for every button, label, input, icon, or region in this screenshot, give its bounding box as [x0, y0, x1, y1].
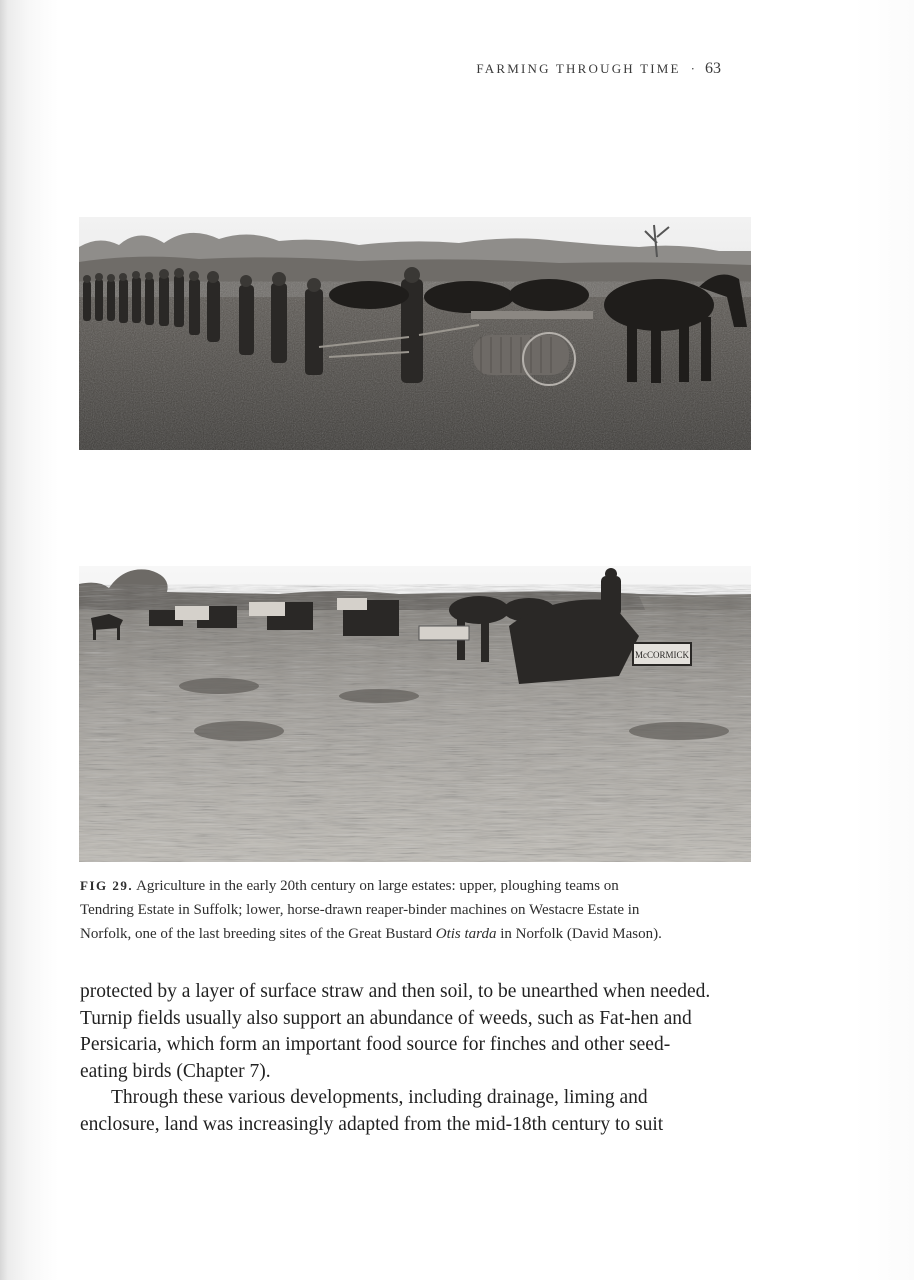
paragraph-2 — [80, 1085, 770, 1138]
mccormick-sign: McCORMICK — [634, 650, 690, 660]
caption-species-name: Otis tarda — [435, 926, 497, 942]
photo-ploughing-teams — [79, 217, 751, 450]
paragraph-1 — [80, 979, 770, 1085]
photo-reaper-binders — [79, 566, 751, 862]
running-title: FARMING THROUGH TIME — [476, 61, 681, 76]
caption-line-3: Norfolk, one of the last breeding sites of the Great Bustard — [80, 926, 436, 942]
body-text — [80, 979, 770, 1138]
figure-label: FIG 29. — [80, 878, 134, 893]
body-line: Turnip fields usually also support an abundance of weeds, such as Fat-hen and — [80, 1007, 692, 1029]
page-number: 63 — [705, 60, 721, 77]
header-separator: · — [690, 61, 695, 76]
body-line: Through these various developments, including drainage, liming and — [111, 1087, 648, 1108]
caption-line-2: Tendring Estate in Suffolk; lower, horse-drawn reaper-binder machines on Westacre Estate in — [80, 902, 640, 918]
page-edge — [854, 0, 914, 1280]
body-line: Persicaria, which form an important food source for finches and other seed- — [80, 1034, 671, 1055]
body-line: enclosure, land was increasingly adapted from the mid-18th century to suit — [80, 1113, 664, 1135]
caption-line-1: Agriculture in the early 20th century on large estates: upper, ploughing teams on — [136, 878, 619, 894]
figure-caption — [80, 874, 780, 946]
running-header — [476, 60, 721, 78]
body-line: protected by a layer of surface straw and then soil, to be unearthed when needed. — [80, 981, 711, 1002]
caption-credit: in Norfolk (David Mason). — [496, 926, 662, 942]
page-gutter-shadow — [0, 0, 58, 1280]
body-line: eating birds (Chapter 7). — [80, 1060, 271, 1082]
